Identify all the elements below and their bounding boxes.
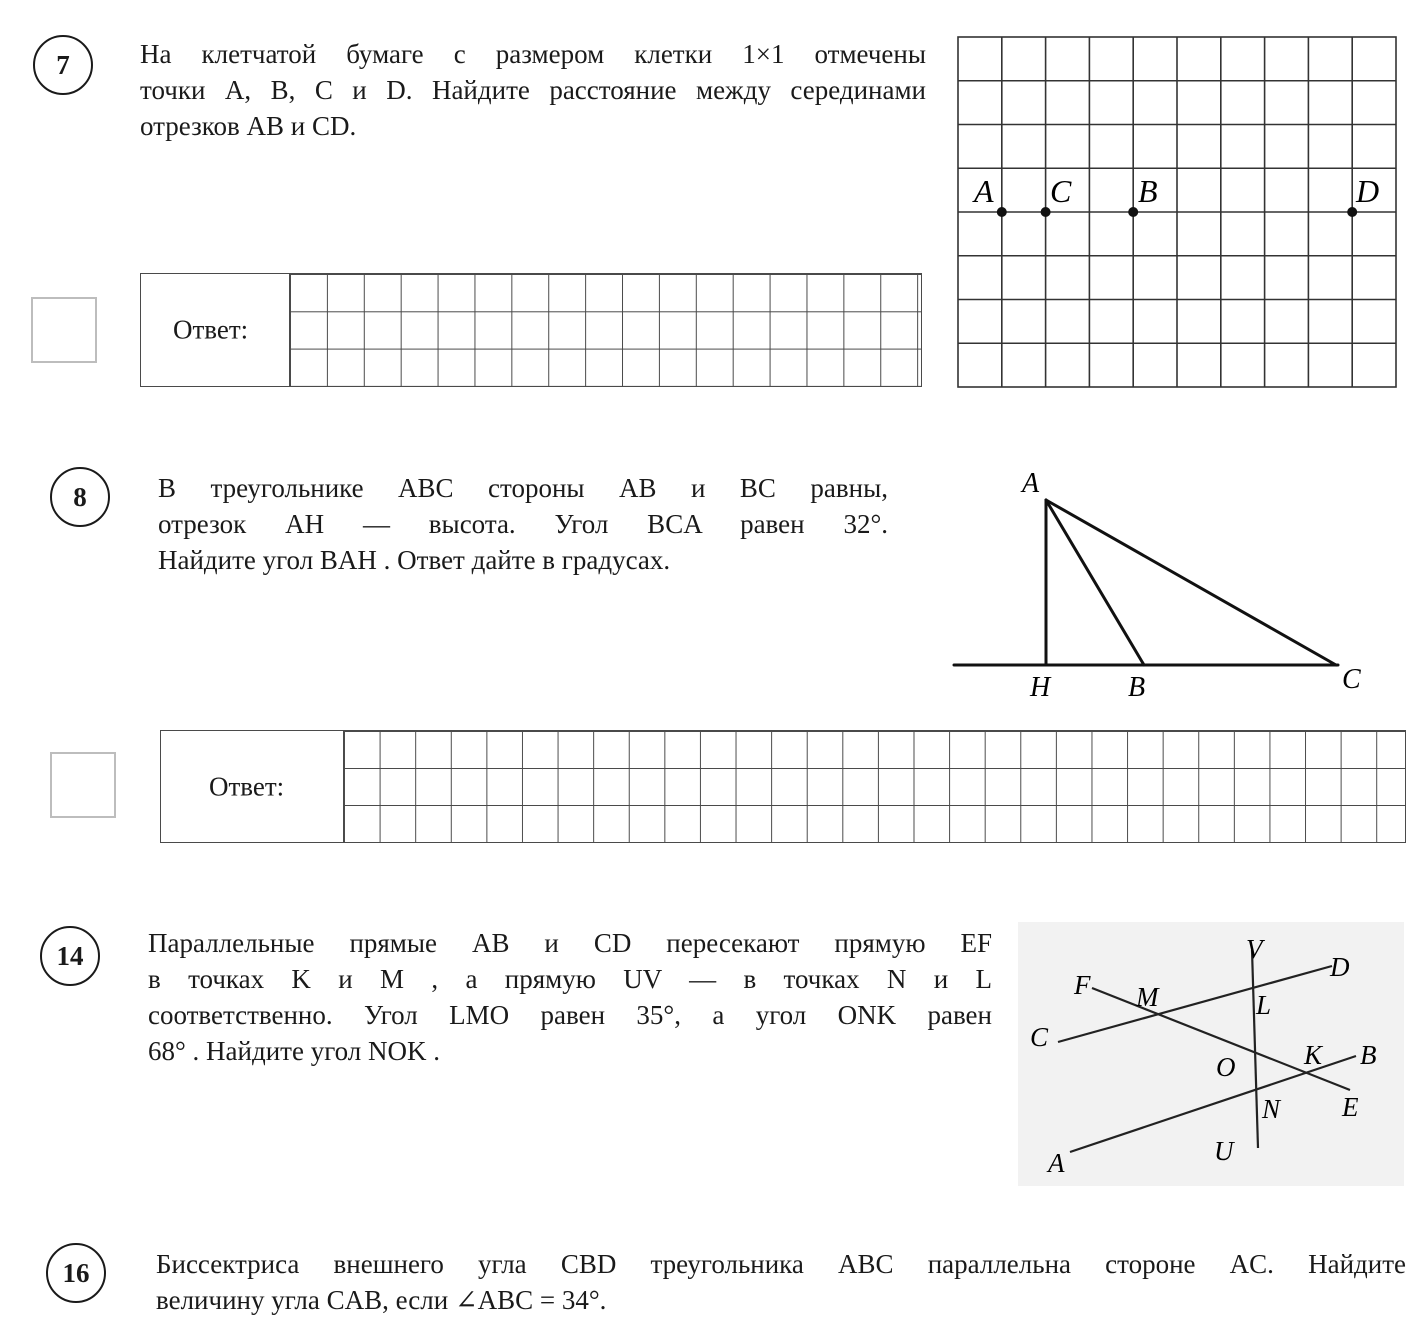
point-d-label: D [1356,173,1380,209]
task-8-line: отрезок AH — высота. Угол BCA равен 32°. [158,509,888,539]
label-d: D [1330,952,1350,982]
task-8-answer-label: Ответ: [209,771,285,801]
label-v: V [1246,934,1263,964]
task-16-line: Биссектриса внешнего угла CBD треугольника ABC параллельна стороне AC. Найдите [156,1249,1406,1279]
task-16-text [156,1246,1406,1318]
task-7-text [140,36,926,144]
task-8-answer-grid[interactable] [343,731,1405,842]
point-b-label: B [1138,173,1158,209]
grid-points [972,173,1389,217]
vertex-a-label: A [1022,468,1040,499]
label-o: O [1216,1052,1236,1082]
task-7-line: отрезков AB и CD. [140,111,357,141]
task-14-number: 14 [40,926,100,986]
grid-lines [958,37,1396,387]
task-8-score-box[interactable] [50,752,116,818]
label-u: U [1214,1136,1234,1166]
label-a: A [1048,1148,1065,1178]
task-8-answer-box [160,730,1406,843]
task-7-grid-figure [956,35,1400,391]
point-b [1128,207,1138,217]
task-14-line: 68° . Найдите угол NOK . [148,1036,440,1066]
task-7-line: На клетчатой бумаге с размером клетки 1×1 отмечены [140,39,926,69]
label-m: M [1136,982,1159,1012]
task-8-text [158,470,888,578]
task-14-line: соответственно. Угол LMO равен 35°, а угол ONK равен [148,1000,992,1030]
task-7-answer-label: Ответ: [173,314,249,345]
task-8-line: В треугольнике ABC стороны AB и BC равны, [158,473,888,503]
task-8-triangle-figure [950,462,1370,712]
vertex-b-label: B [1128,672,1146,703]
label-c: C [1030,1022,1049,1052]
task-7-line: точки A, B, C и D. Найдите расстояние между серединами [140,75,926,105]
point-a-label: A [974,173,994,209]
side-ac [1046,500,1336,665]
task-7-answer-box [140,273,922,387]
vertex-c-label: C [1342,664,1361,695]
label-l: L [1256,990,1272,1020]
task-7-answer-grid[interactable] [289,274,921,386]
label-e: E [1342,1092,1359,1122]
point-a [997,207,1007,217]
task-7-score-box[interactable] [31,297,97,363]
task-14-line: в точках K и M , а прямую UV — в точках N и L [148,964,992,994]
point-c-label: C [1050,173,1072,209]
task-16-number: 16 [46,1243,106,1303]
label-k: K [1304,1040,1323,1070]
vertex-h-label: H [1030,672,1051,703]
task-7-number: 7 [33,35,93,95]
label-f: F [1074,970,1091,1000]
task-14-lines-figure [1018,922,1404,1186]
task-8-number: 8 [50,467,110,527]
label-n: N [1262,1094,1281,1124]
task-16-line: величину угла CAB, если ∠ABC = 34°. [156,1285,607,1315]
label-b: B [1360,1040,1377,1070]
side-ab [1046,500,1144,665]
task-14-text [148,925,992,1069]
task-8-line: Найдите угол BAH . Ответ дайте в градусах. [158,545,671,575]
task-14-line: Параллельные прямые AB и CD пересекают прямую EF [148,928,992,958]
